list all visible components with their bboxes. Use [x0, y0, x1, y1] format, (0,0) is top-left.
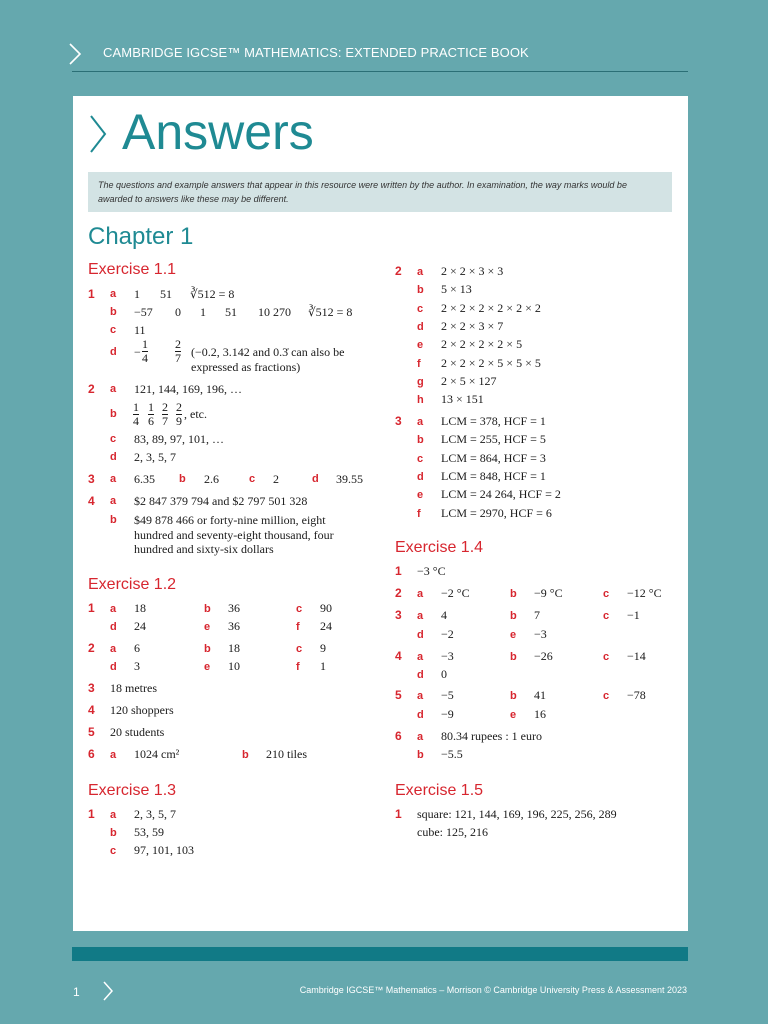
answer-value: 0 — [175, 305, 181, 319]
answer-text: square: 121, 144, 169, 196, 225, 256, 289 — [417, 807, 617, 821]
answer-value: ∛512 = 8 — [308, 305, 353, 319]
numerator: 2 — [176, 400, 182, 414]
question-number: 3 — [395, 608, 402, 622]
denominator: 4 — [133, 414, 139, 428]
part-label: c — [296, 643, 303, 655]
part-label: a — [417, 266, 424, 278]
answer-value: 1 — [134, 287, 140, 301]
part-label: f — [417, 357, 421, 370]
answer-text: cube: 125, 216 — [417, 825, 488, 839]
answer-value: 10 — [228, 659, 240, 673]
answer-value: LCM = 848, HCF = 1 — [441, 468, 546, 483]
question-number: 1 — [88, 287, 95, 301]
exercise-heading: Exercise 1.1 — [88, 261, 177, 278]
part-label: c — [603, 651, 610, 663]
part-label: b — [242, 749, 249, 761]
question-number: 2 — [395, 586, 402, 600]
answer-value: 41 — [534, 688, 546, 702]
answer-value: 3 — [134, 659, 140, 673]
question-number: 6 — [395, 729, 402, 743]
answer-value: −12 °C — [627, 586, 662, 600]
part-label: e — [417, 339, 424, 352]
fraction — [176, 401, 182, 428]
exercise-heading: Exercise 1.2 — [88, 576, 177, 593]
denominator: 7 — [175, 351, 181, 365]
part-label: c — [296, 603, 303, 615]
answer-value: 18 metres — [110, 681, 157, 695]
answer-value: 5 × 13 — [441, 282, 472, 297]
answer-value: 53, 59 — [134, 825, 164, 839]
answer-value: 36 — [228, 619, 240, 633]
question-number: 2 — [88, 382, 95, 396]
fraction — [142, 338, 148, 365]
answer-value: 9 — [320, 641, 326, 655]
part-label: a — [110, 288, 117, 300]
part-label: c — [417, 302, 424, 315]
answer-value: 7 — [534, 608, 540, 622]
answer-value: ∛512 = 8 — [190, 287, 235, 301]
answer-value: LCM = 864, HCF = 3 — [441, 450, 546, 465]
numerator: 1 — [142, 337, 148, 351]
chevron-right-icon — [102, 980, 114, 1002]
answer-text: $49 878 466 or forty-nine million, eight — [134, 513, 326, 527]
answer-value: 6 — [134, 641, 140, 655]
question-number: 1 — [88, 601, 95, 615]
chevron-right-icon — [68, 42, 82, 66]
answer-text: , etc. — [184, 407, 207, 421]
part-label: d — [417, 669, 424, 681]
answer-value: −3 — [441, 649, 454, 663]
answer-text: hundred and sixty-six dollars — [134, 542, 274, 556]
answer-value: 2 × 2 × 2 × 2 × 5 — [441, 337, 523, 352]
part-label: e — [204, 621, 211, 633]
part-label: a — [110, 603, 117, 615]
question-number: 3 — [395, 414, 402, 428]
book-title: CAMBRIDGE IGCSE™ MATHEMATICS: EXTENDED PRACTICE BOOK — [103, 45, 529, 60]
part-label: e — [510, 709, 517, 721]
running-header — [0, 0, 768, 100]
part-label: a — [110, 809, 117, 821]
part-label: d — [417, 709, 424, 721]
part-label: a — [417, 588, 424, 600]
footer-copyright: Cambridge IGCSE™ Mathematics – Morrison © Cambridge University Press & Assessment 2023 — [299, 985, 687, 995]
answer-value: 51 — [225, 305, 237, 319]
part-label: a — [110, 383, 117, 395]
answer-value: −57 — [134, 305, 153, 319]
part-label: e — [417, 489, 424, 502]
denominator: 4 — [142, 351, 148, 365]
part-label: d — [417, 629, 424, 641]
part-label: b — [110, 514, 117, 526]
numerator: 2 — [175, 337, 181, 351]
part-label: h — [417, 394, 424, 407]
question-number: 6 — [88, 747, 95, 761]
part-label: a — [110, 749, 117, 761]
part-label: b — [510, 690, 517, 702]
answer-value: 51 — [160, 287, 172, 301]
part-label: d — [110, 661, 117, 673]
answer-value: 24 — [320, 619, 332, 633]
question-number: 1 — [395, 564, 402, 578]
part-label: b — [510, 651, 517, 663]
answer-value: LCM = 378, HCF = 1 — [441, 414, 546, 428]
part-label: d — [110, 621, 117, 633]
part-label: g — [417, 375, 424, 388]
part-label: a — [110, 495, 117, 507]
answer-value: −2 °C — [441, 586, 470, 600]
part-label: d — [312, 473, 319, 485]
answer-value: 39.55 — [336, 472, 363, 486]
exercise-heading: Exercise 1.3 — [88, 782, 177, 799]
answer-value: LCM = 2970, HCF = 6 — [441, 505, 552, 520]
part-label: c — [603, 588, 610, 600]
answer-value: 24 — [134, 619, 146, 633]
numerator: 1 — [133, 400, 139, 414]
question-number: 4 — [88, 703, 95, 717]
answer-text: (−0.2, 3.142 and 0.3̇ can also be — [191, 345, 345, 359]
answer-value: 36 — [228, 601, 240, 615]
answer-value: 0 — [441, 667, 447, 681]
question-number: 2 — [395, 264, 402, 278]
part-label: c — [110, 433, 117, 445]
question-number: 5 — [88, 725, 95, 739]
question-number: 3 — [88, 681, 95, 695]
answer-value: 1 — [200, 305, 206, 319]
answer-value: −3 — [534, 627, 547, 641]
answer-value: 80.34 rupees : 1 euro — [441, 729, 542, 743]
answer-value: 2 × 2 × 2 × 5 × 5 × 5 — [441, 355, 541, 370]
answer-text: hundred and seventy-eight thousand, four — [134, 528, 334, 542]
question-number: 4 — [88, 494, 95, 508]
part-label: d — [417, 470, 424, 483]
exercise-heading: Exercise 1.4 — [395, 539, 484, 556]
answer-value: 18 — [134, 601, 146, 615]
part-label: c — [603, 690, 610, 702]
part-label: c — [417, 452, 424, 465]
part-label: d — [110, 346, 117, 358]
denominator: 7 — [162, 414, 168, 428]
question-number: 4 — [395, 649, 402, 663]
answer-value: −5.5 — [441, 747, 463, 761]
part-label: b — [110, 408, 117, 420]
answer-value: 1 — [320, 659, 326, 673]
answer-text: expressed as fractions) — [191, 360, 301, 374]
header-divider — [72, 71, 688, 72]
page-number: 1 — [73, 985, 80, 999]
part-label: b — [417, 434, 424, 447]
part-label: b — [110, 827, 117, 839]
question-number: 1 — [395, 807, 402, 821]
minus-sign: − — [134, 345, 141, 359]
answer-value: 2 × 2 × 3 × 7 — [441, 318, 504, 333]
answer-value: $2 847 379 794 and $2 797 501 328 — [134, 494, 308, 508]
answer-value: −1 — [627, 608, 640, 622]
part-label: b — [204, 643, 211, 655]
answer-value: 97, 101, 103 — [134, 843, 194, 857]
answer-value: −3 °C — [417, 564, 446, 578]
part-label: b — [510, 610, 517, 622]
answer-value: 2 × 2 × 2 × 2 × 2 × 2 — [441, 300, 541, 315]
answer-value: 83, 89, 97, 101, … — [134, 432, 224, 446]
part-label: b — [204, 603, 211, 615]
part-label: d — [110, 451, 117, 463]
part-label: a — [417, 690, 424, 702]
part-label: a — [417, 416, 424, 428]
answer-value: 13 × 151 — [441, 392, 484, 407]
answer-value: LCM = 24 264, HCF = 2 — [441, 487, 561, 502]
answer-value: −78 — [627, 688, 646, 702]
part-label: f — [417, 507, 421, 520]
question-number: 5 — [395, 688, 402, 702]
answer-value: 6.35 — [134, 472, 155, 486]
fraction — [148, 401, 154, 428]
part-label: e — [204, 661, 211, 673]
exercise-heading: Exercise 1.5 — [395, 782, 484, 799]
answer-value: 90 — [320, 601, 332, 615]
answer-value: 11 — [134, 323, 146, 337]
question-number: 3 — [88, 472, 95, 486]
disclaimer-note: The questions and example answers that appear in this resource were written by the author. In examination, the way marks would be awarded to answers like these may be different. — [88, 172, 672, 212]
part-label: e — [510, 629, 517, 641]
part-label: c — [110, 845, 117, 857]
answer-value: 120 shoppers — [110, 703, 174, 717]
part-label: d — [417, 320, 424, 333]
footer-bar — [72, 947, 688, 961]
part-label: a — [417, 651, 424, 663]
fraction — [175, 338, 181, 365]
denominator: 9 — [176, 414, 182, 428]
answer-value: −9 — [441, 707, 454, 721]
part-label: c — [110, 324, 117, 336]
question-number: 2 — [88, 641, 95, 655]
part-label: f — [296, 621, 300, 633]
answer-value: −2 — [441, 627, 454, 641]
answer-value: 2, 3, 5, 7 — [134, 450, 176, 464]
answer-value: 2.6 — [204, 472, 219, 486]
answer-value: −5 — [441, 688, 454, 702]
question-number: 1 — [88, 807, 95, 821]
part-label: f — [296, 661, 300, 673]
part-label: a — [110, 473, 117, 485]
numerator: 1 — [148, 400, 154, 414]
part-label: a — [417, 610, 424, 622]
part-label: a — [417, 731, 424, 743]
part-label: a — [110, 643, 117, 655]
part-label: c — [249, 473, 256, 485]
answer-value: 20 students — [110, 725, 165, 739]
answer-value: 16 — [534, 707, 546, 721]
numerator: 2 — [162, 400, 168, 414]
page-title: Answers — [122, 104, 314, 160]
answer-value: 121, 144, 169, 196, … — [134, 382, 242, 396]
answer-value: 2, 3, 5, 7 — [134, 807, 176, 821]
part-label: c — [603, 610, 610, 622]
answer-value: 2 × 2 × 3 × 3 — [441, 264, 504, 278]
answer-value: 2 — [273, 472, 279, 486]
answer-value: 210 tiles — [266, 747, 307, 761]
answer-value: 18 — [228, 641, 240, 655]
fraction — [162, 401, 168, 428]
answer-value: −14 — [627, 649, 646, 663]
denominator: 6 — [148, 414, 154, 428]
answer-value: 4 — [441, 608, 447, 622]
answer-value: LCM = 255, HCF = 5 — [441, 432, 546, 447]
part-label: b — [417, 284, 424, 297]
answer-value: 2 × 5 × 127 — [441, 373, 497, 388]
fraction — [133, 401, 139, 428]
answer-value: −9 °C — [534, 586, 563, 600]
part-label: b — [510, 588, 517, 600]
chevron-right-icon — [88, 113, 108, 155]
answer-value: 1024 cm² — [134, 747, 180, 761]
part-label: b — [110, 306, 117, 318]
answer-value: −26 — [534, 649, 553, 663]
part-label: b — [179, 473, 186, 485]
answer-value: 10 270 — [258, 305, 291, 319]
part-label: b — [417, 749, 424, 761]
chapter-heading: Chapter 1 — [88, 223, 194, 250]
